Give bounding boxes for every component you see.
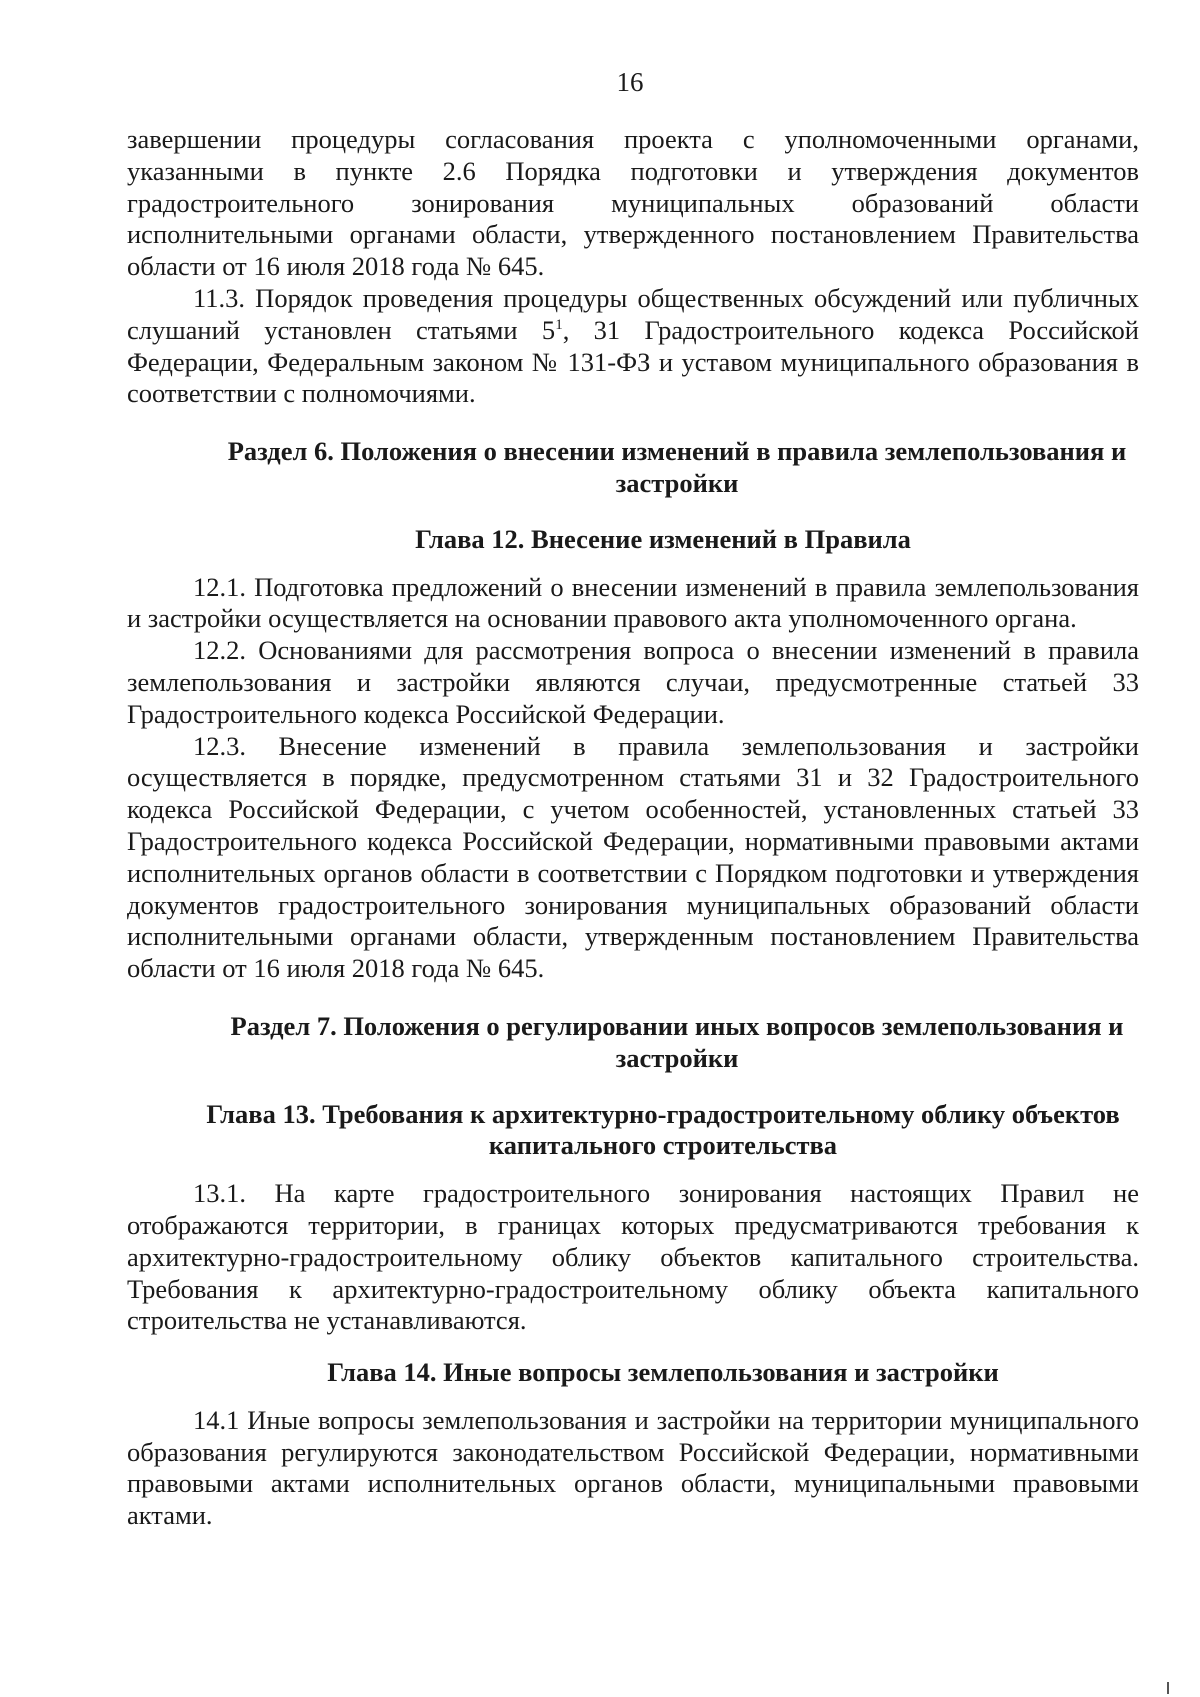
paragraph-11-3-text-end: , 31 Градостроительного кодекса Российской Федерации, Федеральным законом № 131-ФЗ и уставом муниципального образования в соответствии с полномочиями. — [127, 314, 1139, 409]
paragraph-14-1: 14.1 Иные вопросы землепользования и застройки на территории муниципального образования регулируются законодательством Российской Федерации, нормативными правовыми актами исполнительных органов области, муниципальными правовыми актами. — [127, 1404, 1139, 1531]
paragraph-12-3: 12.3. Внесение изменений в правила землепользования и застройки осуществляется в порядке, предусмотренном статьями 31 и 32 Градостроительного кодекса Российской Федерации, с учетом особенностей, установленных статьей 33 Градостроительного кодекса Российской Федерации, нормативными правовыми актами исполнительных органов области в соответствии с Порядком подготовки и утверждения документов градостроительного зонирования муниципальных образований области исполнительными органами области, утвержденным постановлением Правительства области от 16 июля 2018 года № 645. — [127, 730, 1139, 984]
section-7-heading: Раздел 7. Положения о регулировании иных вопросов землепользования и застройки — [230, 1010, 1124, 1073]
paragraph-11-3 — [127, 283, 1139, 410]
chapter-12-heading: Глава 12. Внесение изменений в Правила — [415, 523, 911, 554]
paragraph-12-1: 12.1. Подготовка предложений о внесении изменений в правила землепользования и застройки осуществляется на основании правового акта уполномоченного органа. — [127, 571, 1139, 634]
paragraph-11-3-text: 11.3. Порядок проведения процедуры общественных обсуждений или публичных слушаний установлен статьями 5 — [127, 282, 1139, 345]
scan-mark — [1167, 1682, 1169, 1694]
superscript-1: 1 — [555, 316, 563, 333]
chapter-14-heading: Глава 14. Иные вопросы землепользования и застройки — [327, 1357, 999, 1388]
page-number: 16 — [616, 67, 644, 97]
chapter-13-heading: Глава 13. Требования к архитектурно-градостроительному облику объектов капитального строительства — [206, 1098, 1120, 1161]
section-6-heading: Раздел 6. Положения о внесении изменений в правила землепользования и застройки — [227, 436, 1127, 498]
paragraph-continuation: завершении процедуры согласования проекта с уполномоченными органами, указанными в пункте 2.6 Порядка подготовки и утверждения документов градостроительного зонирования муниципальных образований области исполнительными органами области, утвержденного постановлением Правительства области от 16 июля 2018 года № 645. — [127, 124, 1139, 282]
paragraph-12-2: 12.2. Основаниями для рассмотрения вопроса о внесении изменений в правила землепользования и застройки являются случаи, предусмотренные статьей 33 Градостроительного кодекса Российской Федерации. — [127, 635, 1139, 729]
document-body — [127, 124, 1139, 1532]
paragraph-13-1: 13.1. На карте градостроительного зонирования настоящих Правил не отображаются территории, в границах которых предусматриваются требования к архитектурно-градостроительному облику объектов капитального строительства. Требования к архитектурно-градостроительному облику объекта капитального строительства не устанавливаются. — [127, 1178, 1139, 1336]
